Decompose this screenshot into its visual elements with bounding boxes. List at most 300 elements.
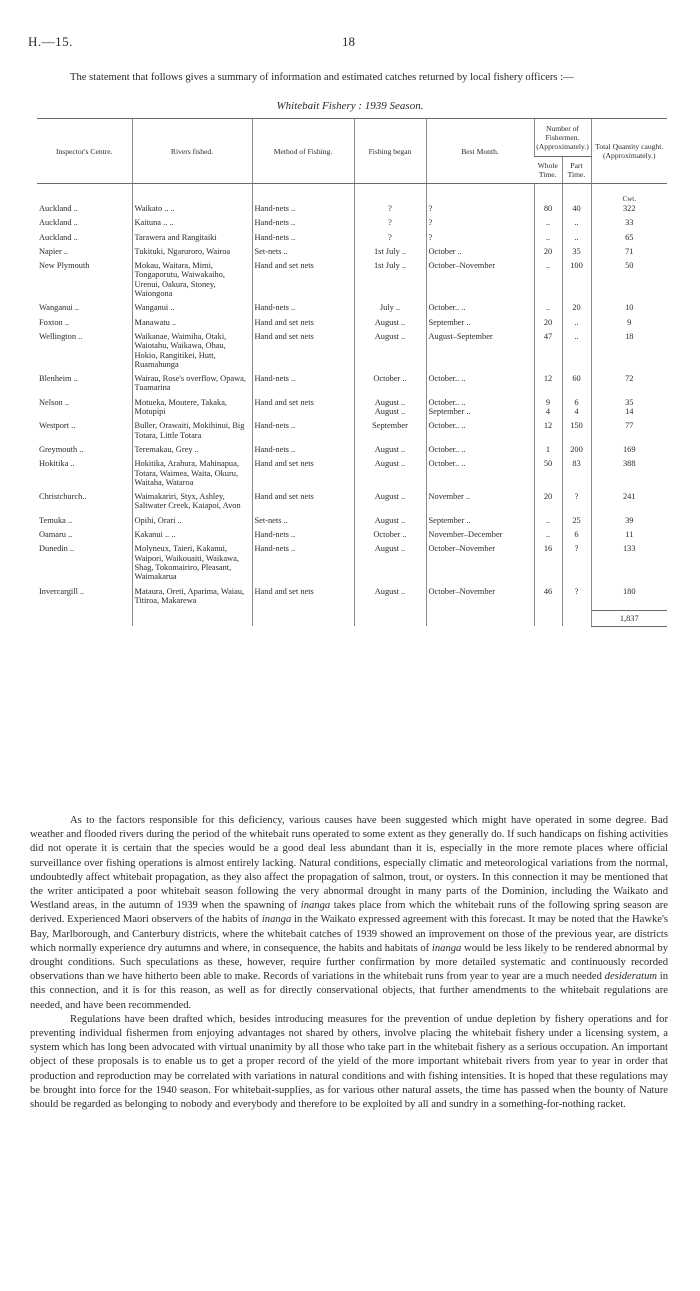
cell-whole-value: .. (545, 218, 551, 228)
cell-best (426, 530, 534, 544)
cell-began (354, 303, 426, 317)
cell-total (591, 261, 667, 303)
cell-rivers-value: Mataura, Oreti, Aparima, Waiau, Titiroa, Makarewa (134, 586, 245, 605)
header-whole-time: Whole Time. (534, 156, 562, 183)
cell-method (252, 332, 354, 374)
cell-part-value-2: 4 (574, 407, 579, 417)
cell-total-value: 10 (625, 303, 634, 313)
cell-rivers-value: Motueka, Moutere, Takaka, Motupipi (134, 397, 228, 417)
cell-began (354, 204, 426, 218)
cell-whole (534, 398, 562, 422)
page-reference: H.—15. (28, 34, 73, 49)
cell-rivers (132, 587, 252, 611)
cell-total (591, 374, 667, 398)
cell-whole-value: 46 (543, 586, 553, 596)
cell-total (591, 204, 667, 218)
cell-part-value: 200 (570, 444, 583, 454)
cell-total-value: 71 (625, 246, 634, 256)
cell-best (426, 445, 534, 459)
cell-part-value: 35 (572, 246, 581, 256)
cell-method (252, 459, 354, 492)
cell-centre (37, 421, 132, 445)
cell-part (562, 218, 591, 232)
cell-best-value: ? (428, 204, 433, 213)
cell-rivers (132, 218, 252, 232)
paragraph-regulations: Regulations have been drafted which, besides introducing measures for the prevention of undue depletion by fishery operations and for preventing individual fishermen from enjoying advantages not shared by others, involve placing the whitebait fishery under a licensing system, a system which has long been advocated with virtual unanimity by all those who take part in the whitebait fishery as a serious occupation. An important object of these proposals is to enable us to get a proper record of the yield of the more important whitebait rivers from year to year in order that production and reproduction may be correlated with variations in natural conditions and with fishing intensities. It is hoped that these regulations may be brought into force for the 1940 season. For whitebait-supplies, as for various other natural assets, the time has passed when the bounty of Nature should be regarded as belonging to nobody and everybody and therefore to be exploited by all and sundry in a something-for-nothing racket. (30, 1013, 668, 1111)
cell-whole (534, 492, 562, 516)
cell-total (591, 530, 667, 544)
cell-total (591, 218, 667, 232)
cell-total (591, 233, 667, 247)
cell-best-value: October.. .. (428, 397, 466, 407)
cell-method-value: Hand-nets .. (254, 544, 296, 554)
cell-whole-value: 80 (543, 204, 553, 213)
cell-part-value: ? (574, 586, 579, 596)
cell-part (562, 587, 591, 611)
table-row (37, 398, 667, 422)
header-total: Total Quantity caught. (Approximately.) (591, 119, 667, 184)
cell-method-value: Hand and set nets (254, 317, 314, 327)
cell-centre-value: Oamaru .. (39, 530, 73, 540)
cell-whole (534, 459, 562, 492)
table-row (37, 218, 667, 232)
cell-part-value: .. (574, 331, 579, 341)
cell-rivers (132, 544, 252, 586)
cell-centre (37, 303, 132, 317)
cell-best (426, 544, 534, 586)
cell-method (252, 398, 354, 422)
cell-total-value: 241 (622, 492, 636, 502)
cell-total (591, 398, 667, 422)
table-row (37, 459, 667, 492)
header-rivers: Rivers fished. (132, 119, 252, 184)
table-row (37, 261, 667, 303)
grand-total: 1,837 (591, 610, 667, 626)
whitebait-table (37, 118, 667, 627)
cell-best-value: September .. (428, 515, 471, 525)
cell-whole-value: .. (545, 530, 551, 540)
paragraph-factors (30, 814, 668, 1013)
cell-centre (37, 247, 132, 261)
cell-centre-value: Auckland .. (39, 204, 78, 213)
cell-total-value: 72 (625, 374, 634, 384)
cell-method-value: Hand-nets .. (254, 444, 296, 454)
table-title: Whitebait Fishery : 1939 Season. (276, 100, 424, 112)
cell-began-value: 1st July .. (373, 246, 407, 256)
page-number: 18 (342, 34, 355, 49)
cell-whole-value: 50 (543, 459, 553, 469)
cell-centre-value: New Plymouth (39, 261, 90, 271)
cell-whole-value: 47 (543, 331, 553, 341)
table-row (37, 544, 667, 586)
cell-centre-value: Wellington .. (39, 331, 83, 341)
cell-best-value: ? (428, 232, 433, 242)
cell-total (591, 421, 667, 445)
cell-centre (37, 374, 132, 398)
cell-rivers-value: Kaituna .. .. (134, 218, 174, 228)
cell-best (426, 459, 534, 492)
cell-best-value: October–November (428, 586, 496, 596)
cell-method (252, 492, 354, 516)
cell-method (252, 233, 354, 247)
para1-text-e: in this connection, and it is for this reason, as well as for directly conservational objects, that further amendments to the whitebait regulations are needed, and have been recommended. (30, 971, 668, 1011)
cell-began-value: August .. (374, 459, 406, 469)
cell-began-value: August .. (374, 544, 406, 554)
cell-whole (534, 530, 562, 544)
cell-began (354, 530, 426, 544)
cell-method (252, 516, 354, 530)
cell-began (354, 261, 426, 303)
cell-best-value: August–September (428, 331, 493, 341)
cell-rivers (132, 332, 252, 374)
cell-began-value: August .. (374, 317, 406, 327)
cell-method (252, 587, 354, 611)
cell-method-value: Hand-nets .. (254, 204, 296, 213)
unit-row (37, 184, 667, 205)
cell-method (252, 303, 354, 317)
whitebait-table-wrapper (37, 118, 667, 627)
cell-part-value: .. (574, 317, 579, 327)
cell-began (354, 587, 426, 611)
cell-rivers (132, 261, 252, 303)
cell-rivers (132, 445, 252, 459)
cell-whole-value: 16 (543, 544, 553, 554)
cell-method-value: Hand-nets .. (254, 421, 296, 431)
header-centre: Inspector's Centre. (37, 119, 132, 184)
cell-began-value: ? (388, 204, 392, 213)
cell-began-value: October .. (373, 530, 407, 540)
cell-centre-value: Dunedin .. (39, 544, 75, 554)
cell-centre-value: Nelson .. (39, 397, 70, 407)
cell-best (426, 421, 534, 445)
cell-method-value: Hand-nets .. (254, 530, 296, 540)
cell-total (591, 318, 667, 332)
cell-best-value: October.. .. (428, 444, 466, 454)
cell-best (426, 218, 534, 232)
cell-part (562, 492, 591, 516)
cell-began (354, 516, 426, 530)
cell-began (354, 318, 426, 332)
cell-rivers-value: Waimakariri, Styx, Ashley, Saltwater Creek, Kaiapoi, Avon (134, 492, 241, 511)
table-body (37, 184, 667, 611)
cell-began (354, 218, 426, 232)
cell-began-value: August .. (374, 397, 406, 407)
cell-whole-value: 20 (543, 246, 553, 256)
cell-began (354, 544, 426, 586)
cell-centre-value: Auckland .. (39, 232, 78, 242)
para1-text-d: would be less likely to be rendered abnormal by drought conditions. Such speculations as these, however, require further confirmation by more detailed systematic and continuously recorded observations than we have hitherto been able to make. Records of variations in the whitebait runs from year to year are a much needed (30, 942, 668, 983)
cell-began (354, 247, 426, 261)
cell-method-value: Hand and set nets (254, 331, 314, 341)
cell-whole (534, 445, 562, 459)
cell-total (591, 516, 667, 530)
cell-best-value: October–November (428, 261, 496, 271)
cell-rivers-value: Teremakau, Grey .. (134, 444, 199, 454)
cell-rivers (132, 492, 252, 516)
cell-best-value: November–December (428, 530, 503, 540)
cell-best (426, 318, 534, 332)
cell-total-value: 169 (622, 444, 636, 454)
table-row (37, 332, 667, 374)
cell-part (562, 374, 591, 398)
table-row (37, 204, 667, 218)
cell-rivers-value: Waikanae, Waimiha, Otaki, Waiotahu, Waikawa, Ohau, Hokio, Rangitikei, Hutt, Ruamahunga (134, 331, 227, 369)
cell-rivers-value: Molyneux, Taieri, Kakanui, Waipori, Waikouaiti, Waikawa, Shag, Tokomairiro, Pleasant, Waimakarua (134, 544, 239, 582)
cell-best (426, 204, 534, 218)
cell-part-value: 40 (572, 204, 581, 213)
cell-whole-value: .. (545, 232, 551, 242)
cell-method (252, 318, 354, 332)
table-total-body (37, 610, 667, 626)
cell-whole (534, 204, 562, 218)
cell-best (426, 247, 534, 261)
para1-text-b: takes place from which the whitebait runs of the following spring season are derived. Experienced Maori observers of the habits of (30, 900, 669, 926)
cell-part-value: 83 (572, 459, 581, 469)
cell-method-value: Hand-nets .. (254, 303, 296, 313)
cell-began (354, 398, 426, 422)
cell-part-value: .. (574, 232, 579, 242)
cell-part (562, 544, 591, 586)
cell-began (354, 492, 426, 516)
cell-rivers-value: Tukituki, Ngaruroro, Wairoa (134, 246, 231, 256)
cell-total (591, 544, 667, 586)
cell-part (562, 261, 591, 303)
cell-total-value: 388 (622, 459, 636, 469)
cell-best-value: November .. (428, 492, 471, 502)
cell-total-value: 11 (625, 530, 634, 540)
cell-began-value: August .. (374, 586, 406, 596)
table-row (37, 318, 667, 332)
cell-began-value: August .. (374, 444, 406, 454)
cell-centre (37, 544, 132, 586)
cell-best-value: October .. (428, 246, 462, 256)
cell-method-value: Set-nets .. (254, 515, 288, 525)
cell-began (354, 374, 426, 398)
cell-whole (534, 303, 562, 317)
cell-rivers (132, 530, 252, 544)
cell-method (252, 218, 354, 232)
cell-whole (534, 218, 562, 232)
cell-centre (37, 530, 132, 544)
cell-whole (534, 247, 562, 261)
cell-part (562, 204, 591, 218)
cell-centre-value: Blenheim .. (39, 374, 78, 384)
cell-method (252, 544, 354, 586)
cell-centre (37, 318, 132, 332)
cell-began (354, 233, 426, 247)
cell-total-value: 39 (625, 515, 634, 525)
cell-whole-value-2: 4 (545, 407, 551, 417)
cell-total (591, 247, 667, 261)
cell-whole (534, 374, 562, 398)
cell-total (591, 459, 667, 492)
cell-rivers-value: Hokitika, Arahura, Mahinapua, Totara, Waimea, Waita, Okuru, Waitaha, Wataroa (134, 459, 239, 487)
cell-part-value: 6 (574, 397, 579, 407)
cell-began-value-2: August .. (374, 407, 406, 417)
cell-method (252, 530, 354, 544)
table-row (37, 516, 667, 530)
cell-centre (37, 218, 132, 232)
cell-rivers-value: Wairau, Rose's overflow, Opawa, Tuamarina (134, 374, 246, 393)
cell-rivers (132, 247, 252, 261)
cell-part (562, 459, 591, 492)
cell-centre-value: Wanganui .. (39, 303, 80, 313)
table-row (37, 492, 667, 516)
cell-best-value-2: September .. (428, 407, 471, 417)
cell-rivers (132, 303, 252, 317)
cell-method-value: Hand-nets .. (254, 232, 296, 242)
cell-centre-value: Greymouth .. (39, 444, 84, 454)
header-part-time: Part Time. (562, 156, 591, 183)
cell-whole (534, 318, 562, 332)
cell-best-value: September .. (428, 317, 471, 327)
cell-began (354, 421, 426, 445)
cell-rivers-value: Kakanui .. .. (134, 530, 176, 540)
cell-centre-value: Westport .. (39, 421, 76, 431)
cell-rivers (132, 398, 252, 422)
cell-centre-value: Temuka .. (39, 515, 73, 525)
cell-part (562, 247, 591, 261)
cell-centre (37, 445, 132, 459)
cell-centre (37, 516, 132, 530)
cell-total (591, 445, 667, 459)
table-row (37, 587, 667, 611)
cell-whole (534, 332, 562, 374)
cell-centre (37, 587, 132, 611)
header-method: Method of Fishing. (252, 119, 354, 184)
cell-whole-value: .. (545, 303, 551, 313)
cell-part (562, 332, 591, 374)
intro-paragraph: The statement that follows gives a summary of information and estimated catches returned by local fishery officers :— (70, 72, 574, 83)
cell-part (562, 303, 591, 317)
cell-part-value: .. (574, 218, 579, 228)
cell-total-value: 33 (625, 218, 634, 228)
cell-centre (37, 261, 132, 303)
cell-began-value: October .. (373, 374, 407, 384)
cell-total-value: 133 (622, 544, 636, 554)
cell-rivers (132, 233, 252, 247)
cell-best-value: October.. .. (428, 459, 466, 469)
cell-centre (37, 332, 132, 374)
cell-rivers-value: Mokau, Waitara, Mimi, Tongaporutu, Waiwakaiho, Urenui, Oakura, Stoney, Waiongona (134, 261, 225, 299)
para1-text-a: As to the factors responsible for this deficiency, various causes have been suggested which might have operated in some degree. Bad weather and flooded rivers during the period of the whitebait runs operated to some extent as they generally do. If such handicaps on fishing activities did not operate it is certain that the species would be a good deal less abundant than it is, especially in the more remote places where official surveillance over fishing operations is almost entirely lacking. Natural conditions, especially climatic and meteorological variations from the normal, undoubtedly affect whitebait propagation, as they also affect the propagation of salmon, trout, or oysters. In this connection it may be mentioned that the writer anticipated a poor whitebait season following the very abnormal drought in many parts of the Dominion, including the Waikato and Westland areas, in the autumn of 1939 when the spawning of (30, 815, 668, 912)
cell-part (562, 421, 591, 445)
cell-whole (534, 233, 562, 247)
cell-best (426, 398, 534, 422)
cell-rivers-value: Wanganui .. (134, 303, 175, 313)
cell-total (591, 587, 667, 611)
cell-method (252, 445, 354, 459)
cell-best (426, 303, 534, 317)
cell-total-value: 18 (625, 331, 634, 341)
cell-began-value: ? (388, 218, 392, 228)
cell-total-value: 35 (625, 397, 634, 407)
table-row (37, 374, 667, 398)
cell-total-value-2: 14 (625, 407, 634, 417)
cell-method-value: Hand-nets .. (254, 218, 296, 228)
cell-best (426, 233, 534, 247)
table-row (37, 247, 667, 261)
table-row (37, 530, 667, 544)
para1-term-inanga-1: inanga (300, 900, 331, 912)
cell-part (562, 530, 591, 544)
cell-best (426, 587, 534, 611)
cell-centre-value: Foxton .. (39, 317, 70, 327)
cell-began-value: September (372, 421, 408, 431)
cell-centre-value: Invercargill .. (39, 586, 85, 596)
cell-method (252, 374, 354, 398)
cell-centre-value: Auckland .. (39, 218, 78, 228)
cell-part-value: 150 (570, 421, 583, 431)
cell-part (562, 445, 591, 459)
cell-whole-value: 20 (543, 317, 553, 327)
cell-whole-value: 20 (543, 492, 553, 502)
cell-method (252, 261, 354, 303)
cell-method-value: Hand and set nets (254, 261, 314, 271)
cell-rivers (132, 318, 252, 332)
cell-rivers-value: Buller, Orawaiti, Mokihinui, Big Totara, Little Totara (134, 421, 245, 440)
header-best-month: Best Month. (426, 119, 534, 184)
cell-began-value: ? (388, 232, 392, 242)
cell-method-value: Set-nets .. (254, 246, 288, 256)
cell-whole-value: 9 (545, 397, 551, 407)
cell-method-value: Hand and set nets (254, 397, 314, 407)
cell-total-value: 322 (622, 204, 636, 213)
cell-best (426, 332, 534, 374)
cell-part (562, 318, 591, 332)
header-began: Fishing began (354, 119, 426, 184)
cell-centre (37, 398, 132, 422)
cell-total-value: 77 (625, 421, 634, 431)
cell-centre (37, 233, 132, 247)
cell-whole-value: 12 (543, 374, 553, 384)
cell-centre (37, 204, 132, 218)
cell-part-value: 20 (572, 303, 581, 313)
para1-term-inanga-3: inanga (431, 942, 462, 954)
table-row (37, 421, 667, 445)
cell-rivers-value: Tarawera and Rangitaiki (134, 232, 217, 242)
cell-rivers (132, 204, 252, 218)
cell-part (562, 516, 591, 530)
cell-total (591, 492, 667, 516)
cell-best-value: October.. .. (428, 421, 466, 431)
cell-whole (534, 516, 562, 530)
cell-whole-value: .. (545, 261, 551, 271)
cell-whole-value: .. (545, 515, 551, 525)
cell-best-value: October–November (428, 544, 496, 554)
cell-method-value: Hand and set nets (254, 459, 314, 469)
cell-whole (534, 421, 562, 445)
cell-centre-value: Hokitika .. (39, 459, 75, 469)
total-row (37, 610, 667, 626)
cell-whole (534, 544, 562, 586)
cell-method-value: Hand and set nets (254, 586, 314, 596)
cell-total (591, 332, 667, 374)
cell-whole (534, 587, 562, 611)
cell-began-value: August .. (374, 492, 406, 502)
cell-centre (37, 459, 132, 492)
cell-part-value: 6 (574, 530, 579, 540)
table-row (37, 233, 667, 247)
cell-total-value: 65 (625, 232, 634, 242)
cell-total (591, 303, 667, 317)
cell-began (354, 459, 426, 492)
cell-method (252, 247, 354, 261)
table-row (37, 445, 667, 459)
cell-whole (534, 261, 562, 303)
cell-part-value: ? (574, 492, 579, 502)
cell-part-value: 60 (572, 374, 581, 384)
